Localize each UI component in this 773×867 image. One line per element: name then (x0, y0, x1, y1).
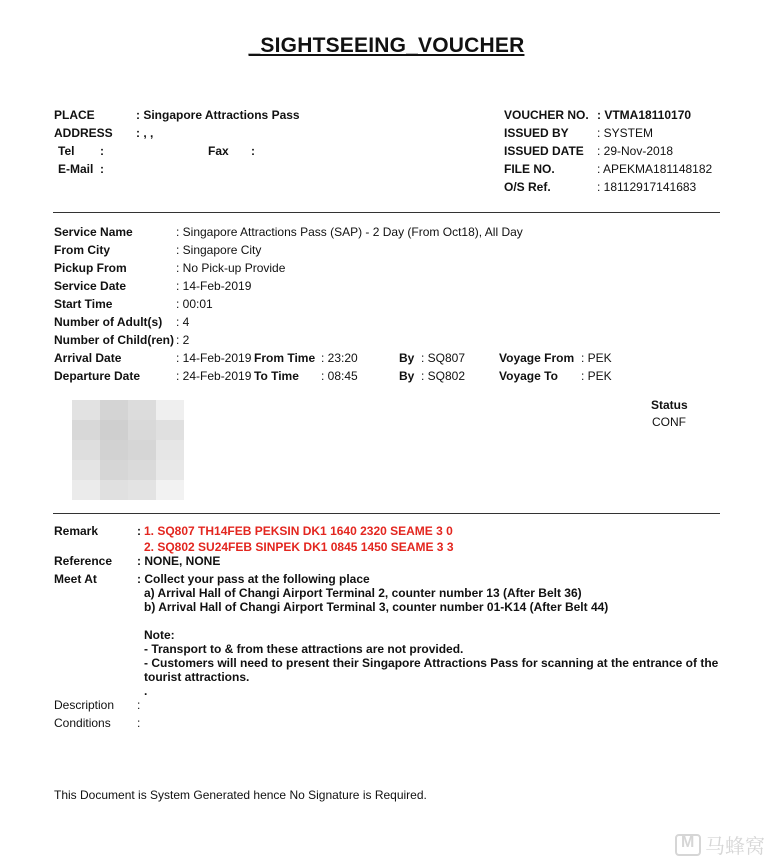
note-line-1: - Transport to & from these attractions are not provided. (144, 642, 464, 656)
reference-value: : NONE, NONE (137, 554, 221, 568)
email-label: E-Mail (58, 162, 94, 176)
note-label: Note: (144, 628, 175, 642)
voucher-no-value: : VTMA18110170 (597, 108, 692, 122)
page-title: _SIGHTSEEING_VOUCHER (248, 34, 525, 57)
divider-bottom (53, 513, 720, 514)
service-name-value: : Singapore Attractions Pass (SAP) - 2 Day (From Oct18), All Day (176, 225, 523, 239)
meet-at-line-2: a) Arrival Hall of Changi Airport Terminal 2, counter number 13 (After Belt 36) (144, 586, 582, 600)
watermark (675, 830, 765, 859)
issued-by-label: ISSUED BY (504, 126, 569, 140)
note-dot: . (144, 684, 148, 698)
remark-line-1: 1. SQ807 TH14FEB PEKSIN DK1 1640 2320 SEAME 3 0 (144, 524, 453, 538)
remark-label: Remark (54, 524, 99, 538)
reference-label: Reference (54, 554, 113, 568)
arrival-label: Arrival Date (54, 351, 122, 365)
from-city-value: : Singapore City (176, 243, 262, 257)
departure-label: Departure Date (54, 369, 141, 383)
pickup-value: : No Pick-up Provide (176, 261, 286, 275)
start-time-label: Start Time (54, 297, 113, 311)
footer-text: This Document is System Generated hence No Signature is Required. (54, 788, 427, 802)
start-time-value: : 00:01 (176, 297, 213, 311)
from-time-label: From Time (254, 351, 316, 365)
status-label: Status (651, 398, 688, 412)
description-sep: : (137, 698, 141, 712)
meet-at-label: Meet At (54, 572, 97, 586)
voucher-no-label: VOUCHER NO. (504, 108, 589, 122)
file-no-label: FILE NO. (504, 162, 555, 176)
description-label: Description (54, 698, 115, 712)
place-value: : Singapore Attractions Pass (136, 108, 300, 122)
place-label: PLACE (54, 108, 95, 122)
note-line-2: - Customers will need to present their Singapore Attractions Pass for scanning at the entrance of the (144, 656, 719, 670)
mafengwo-logo-icon (675, 834, 701, 856)
issued-date-value: : 29-Nov-2018 (597, 144, 674, 158)
os-ref-label: O/S Ref. (504, 180, 551, 194)
address-label: ADDRESS (54, 126, 113, 140)
os-ref-value: : 18112917141683 (597, 180, 697, 194)
dep-by-value: : SQ802 (421, 369, 466, 383)
to-time-value: : 08:45 (321, 369, 358, 383)
fax-label: Fax (208, 144, 229, 158)
to-time-label: To Time (254, 369, 299, 383)
email-sep: : (100, 162, 104, 176)
arr-by-label: By (399, 351, 415, 365)
fax-sep: : (251, 144, 255, 158)
file-no-value: : APEKMA181148182 (597, 162, 713, 176)
arr-by-value: : SQ807 (421, 351, 466, 365)
voyage-from-value: : PEK (581, 351, 612, 365)
children-value: : 2 (176, 333, 190, 347)
conditions-label: Conditions (54, 716, 111, 730)
meet-at-line-3: b) Arrival Hall of Changi Airport Terminal 3, counter number 01-K14 (After Belt 44) (144, 600, 609, 614)
departure-value: : 24-Feb-2019 (176, 369, 252, 383)
conditions-sep: : (137, 716, 141, 730)
from-time-value: : 23:20 (321, 351, 358, 365)
tel-sep: : (100, 144, 104, 158)
tel-label: Tel (58, 144, 75, 158)
address-value: : , , (136, 126, 154, 140)
note-line-3: tourist attractions. (144, 670, 250, 684)
redacted-area (72, 400, 184, 500)
adults-label: Number of Adult(s) (54, 315, 163, 329)
dep-by-label: By (399, 369, 415, 383)
divider-top (53, 212, 720, 213)
children-label: Number of Child(ren) (54, 333, 174, 347)
from-city-label: From City (54, 243, 111, 257)
adults-value: : 4 (176, 315, 190, 329)
meet-at-line-1: : Collect your pass at the following place (137, 572, 370, 586)
remark-sep: : (137, 524, 141, 538)
arrival-value: : 14-Feb-2019 (176, 351, 252, 365)
issued-by-value: : SYSTEM (597, 126, 654, 140)
remark-line-2: 2. SQ802 SU24FEB SINPEK DK1 0845 1450 SEAME 3 3 (144, 540, 454, 554)
watermark-text: 马蜂窝 (705, 836, 765, 858)
service-date-value: : 14-Feb-2019 (176, 279, 252, 293)
service-name-label: Service Name (54, 225, 133, 239)
pickup-label: Pickup From (54, 261, 127, 275)
voyage-from-label: Voyage From (499, 351, 575, 365)
issued-date-label: ISSUED DATE (504, 144, 584, 158)
voyage-to-label: Voyage To (499, 369, 558, 383)
service-date-label: Service Date (54, 279, 127, 293)
status-value: CONF (652, 415, 686, 429)
voyage-to-value: : PEK (581, 369, 612, 383)
